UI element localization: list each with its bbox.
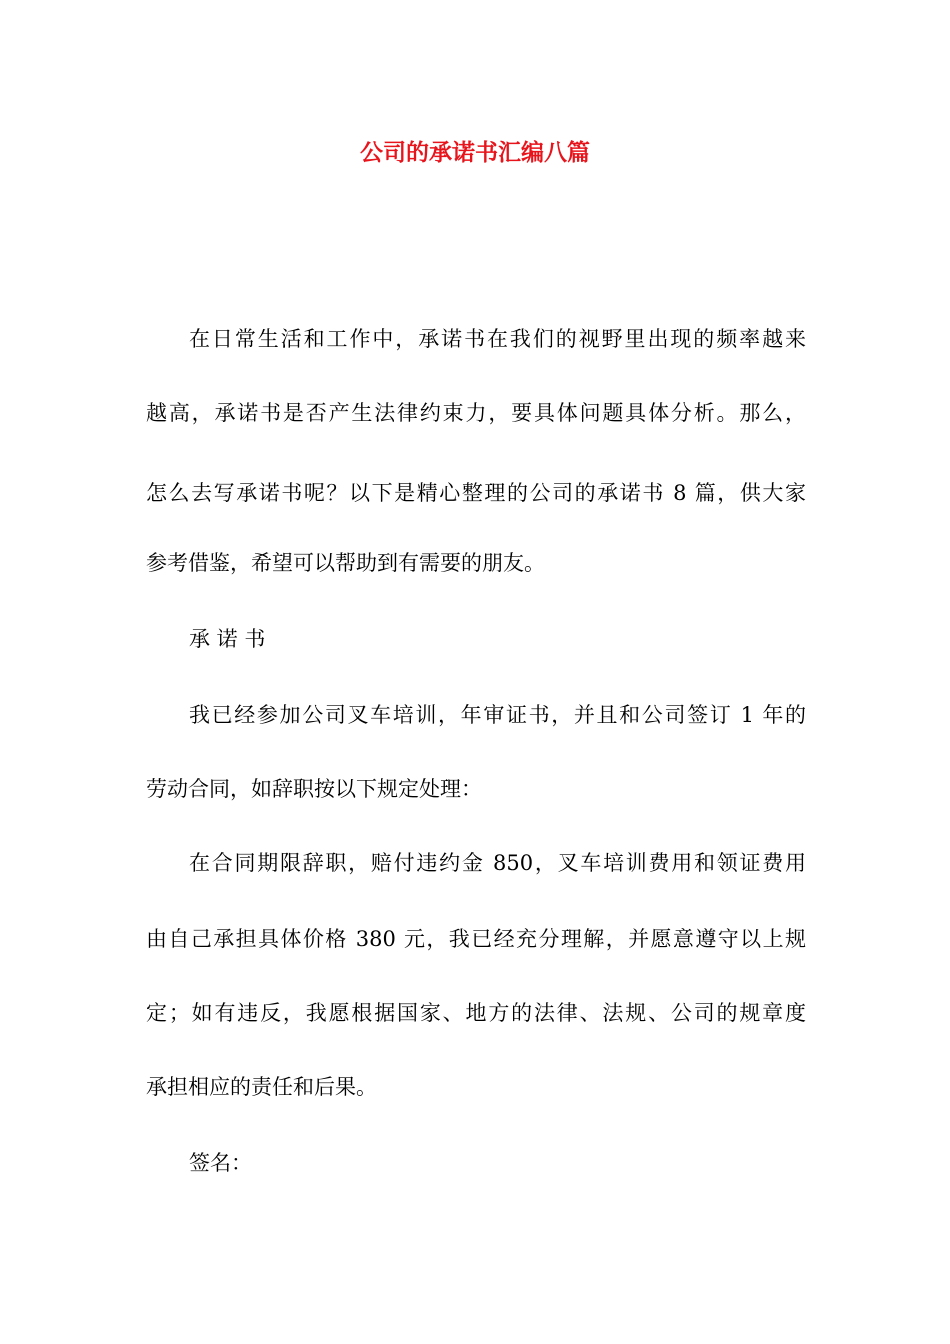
paragraph-line: 我已经参加公司叉车培训，年审证书，并且和公司签订 1 年的 (189, 703, 806, 727)
paragraph-line: 怎么去写承诺书呢？以下是精心整理的公司的承诺书 8 篇，供大家 (146, 481, 806, 505)
paragraph-line: 定；如有违反，我愿根据国家、地方的法律、法规、公司的规章度 (146, 1001, 806, 1025)
paragraph-line: 由自己承担具体价格 380 元，我已经充分理解，并愿意遵守以上规 (146, 927, 806, 951)
paragraph-line: 劳动合同，如辞职按以下规定处理： (146, 777, 482, 801)
document-title: 公司的承诺书汇编八篇 (360, 139, 590, 166)
paragraph-line: 越高，承诺书是否产生法律约束力，要具体问题具体分析。那么， (146, 401, 806, 425)
paragraph-line: 在合同期限辞职，赔付违约金 850，叉车培训费用和领证费用 (189, 851, 806, 875)
paragraph-line: 参考借鉴，希望可以帮助到有需要的朋友。 (146, 551, 545, 575)
paragraph-line: 在日常生活和工作中，承诺书在我们的视野里出现的频率越来 (189, 327, 806, 351)
signature-label: 签名： (189, 1151, 252, 1175)
section-heading: 承 诺 书 (189, 627, 266, 651)
paragraph-line: 承担相应的责任和后果。 (146, 1075, 377, 1099)
